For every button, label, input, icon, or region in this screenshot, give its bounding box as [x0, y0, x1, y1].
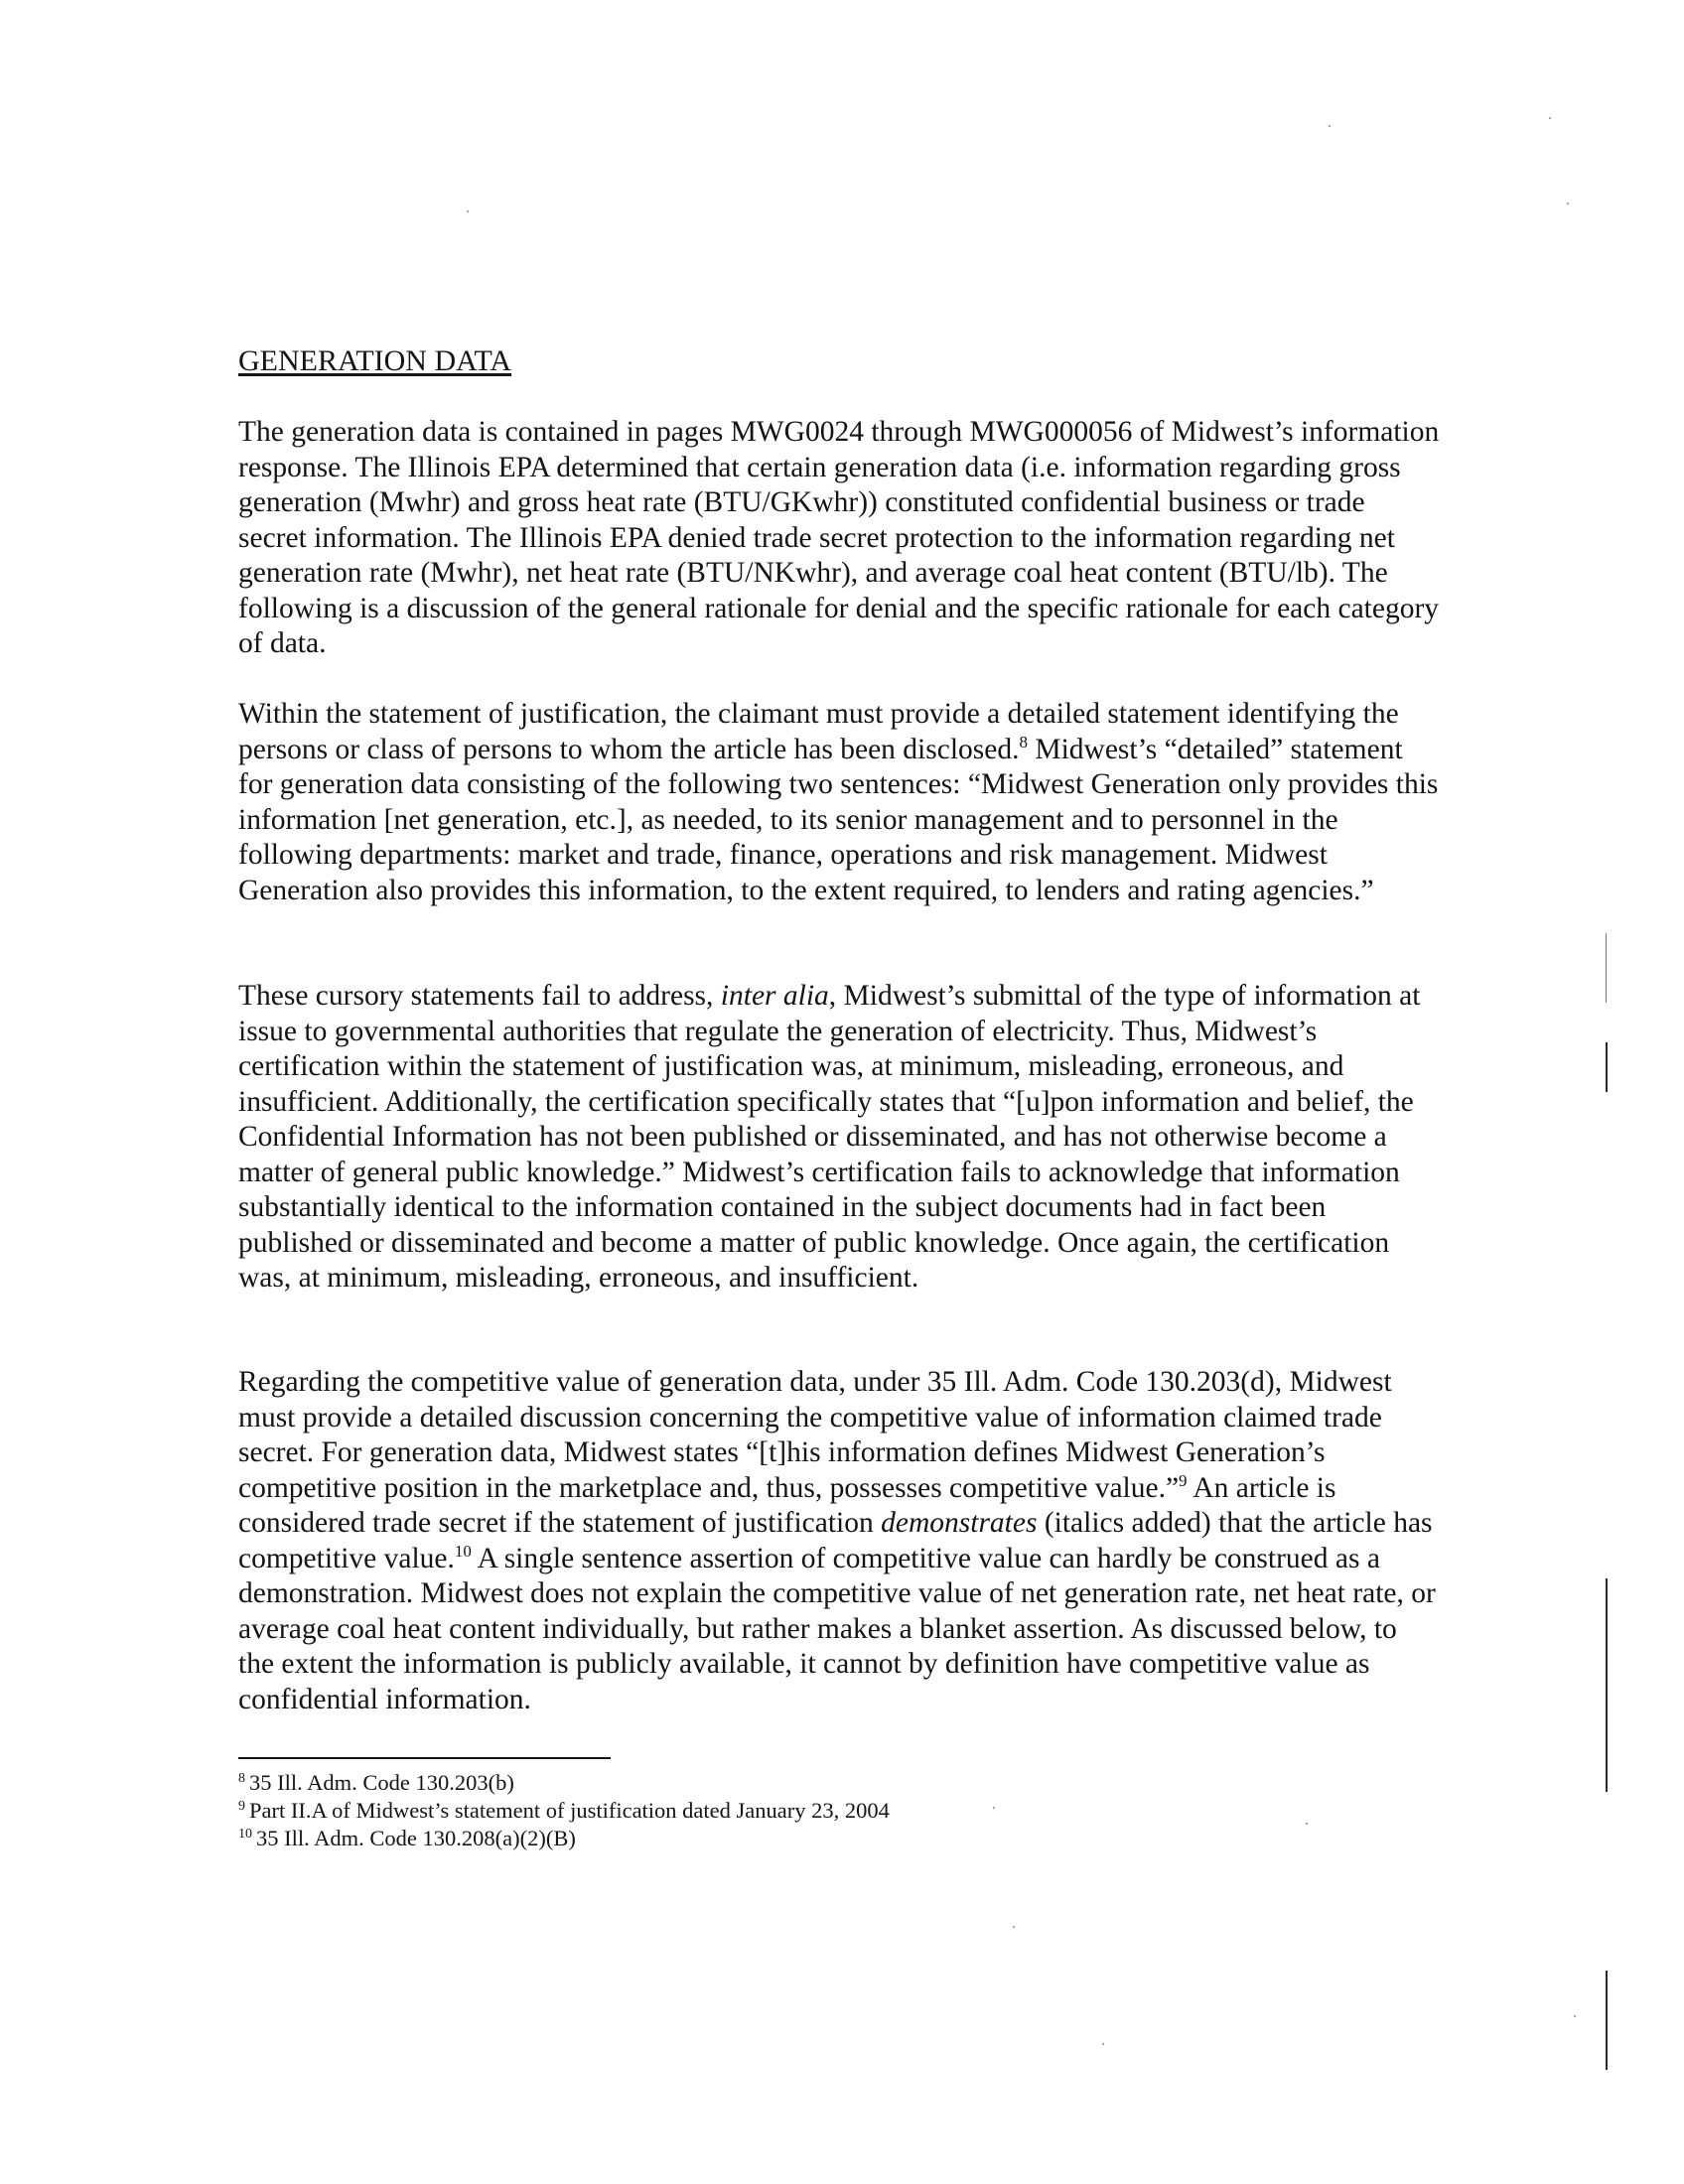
section-heading: GENERATION DATA [238, 344, 512, 377]
footnote-text: 35 Ill. Adm. Code 130.208(a)(2)(B) [256, 1826, 576, 1850]
scan-speck [1574, 2015, 1576, 2017]
paragraph-text: , Midwest’s submittal of the type of information at issue to governmental authorities that regulate the generation of electricity. Thus, Midwest’s certification within the statement of justification was, at minimum, misleading, erroneous, and insufficient. Additionally, the certification specifically states that “[u]pon information and belief, the Confidential Information has not been published or disseminated, and has not otherwise become a matter of general public knowledge.” Midwest’s certification fails to acknowledge that information substantially identical to the information contained in the subject documents had in fact been published or disseminated and become a matter of public knowledge. Once again, the certification was, at minimum, misleading, erroneous, and insufficient. [238, 980, 1421, 1294]
footnote-mark: 9 [238, 1798, 245, 1814]
scan-edge-mark [1606, 1042, 1608, 1092]
footnote-text: Part II.A of Midwest’s statement of justification dated January 23, 2004 [249, 1798, 890, 1823]
footnote-mark: 10 [238, 1826, 252, 1842]
footnote-divider [238, 1757, 611, 1759]
scan-speck [1013, 1926, 1015, 1928]
paragraph-statement-of-justification [238, 697, 1440, 908]
paragraph-cursory-statements [238, 979, 1440, 1297]
scan-speck [1549, 117, 1551, 119]
paragraph-text: Midwest’s “detailed” statement for generation data consisting of the following two sentences: “Midwest Generation only provides this information [net generation, etc.], as needed, to its senior management and to personnel in the following departments: market and trade, finance, operations and risk management. Midwest Generation also provides this information, to the extent required, to lenders and rating agencies.” [238, 733, 1439, 906]
paragraph-text: (italics added) that the article has competitive value. [238, 1507, 1433, 1574]
scan-speck [1329, 125, 1331, 127]
footnotes [238, 1769, 1132, 1852]
footnote-9 [238, 1797, 1132, 1825]
footnote-8 [238, 1769, 1132, 1797]
scan-edge-mark [1606, 1578, 1608, 1792]
footnote-10 [238, 1825, 1132, 1852]
footnote-ref: 10 [454, 1541, 472, 1561]
scan-edge-mark [1606, 1971, 1608, 2070]
paragraph-text: Within the statement of justification, the claimant must provide a detailed statement identifying the persons or class of persons to whom the article has been disclosed. [238, 698, 1399, 765]
scan-edge-mark [1606, 933, 1607, 1003]
scan-speck [993, 1807, 995, 1809]
italic-text: demonstrates [881, 1507, 1038, 1539]
paragraph-text: An article is considered trade secret if the statement of justification [238, 1471, 1336, 1539]
footnote-ref: 8 [1019, 732, 1028, 751]
paragraph-generation-data: The generation data is contained in pages MWG0024 through MWG000056 of Midwest’s information response. The Illinois EPA determined that certain generation data (i.e. information regarding gross generation (Mwhr) and gross heat rate (BTU/GKwhr)) constituted confidential business or trade secret information. The Illinois EPA denied trade secret protection to the information regarding net generation rate (Mwhr), net heat rate (BTU/NKwhr), and average coal heat content (BTU/lb). The following is a discussion of the general rationale for denial and the specific rationale for each category of data. [238, 416, 1440, 659]
paragraph-text: These cursory statements fail to address, [238, 980, 721, 1012]
scan-speck [467, 210, 469, 212]
scan-speck [1306, 1823, 1308, 1825]
footnote-ref: 9 [1179, 1470, 1188, 1490]
italic-text: inter alia [720, 980, 829, 1012]
paragraph-text: A single sentence assertion of competitive value can hardly be construed as a demonstration. Midwest does not explain the competitive value of net generation rate, net heat rate, or average coal heat content individually, but rather makes a blanket assertion. As discussed below, to the extent the information is publicly available, it cannot by definition have competitive value as confidential information. [238, 1542, 1436, 1715]
scan-speck [1567, 203, 1569, 205]
paragraph-text: Regarding the competitive value of generation data, under 35 Ill. Adm. Code 130.203(d), Midwest must provide a detailed discussion concerning the competitive value of information claimed trade secret. For generation data, Midwest states “[t]his information defines Midwest Generation’s competitive position in the marketplace and, thus, possesses competitive value.” [238, 1366, 1392, 1504]
paragraph-competitive-value [238, 1365, 1440, 1717]
footnote-text: 35 Ill. Adm. Code 130.203(b) [249, 1770, 514, 1795]
footnote-mark: 8 [238, 1770, 245, 1786]
scan-speck [1102, 2043, 1104, 2045]
